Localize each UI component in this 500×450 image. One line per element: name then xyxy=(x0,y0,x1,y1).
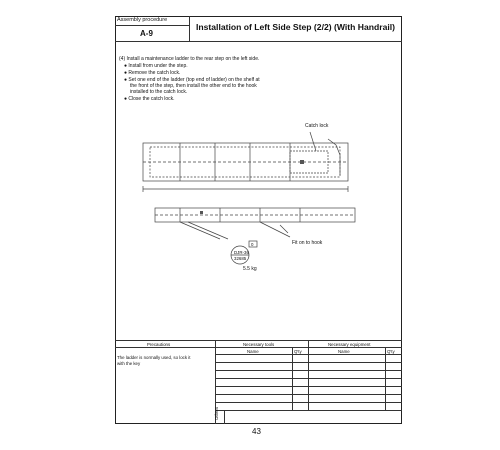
part-number-top: DJR-36 xyxy=(234,250,249,255)
table-row-rule xyxy=(215,362,402,363)
table-row-rule xyxy=(215,378,402,379)
table-others-rule xyxy=(215,410,402,411)
bullet-3: ● Set one end of the ladder (top end of ladder) on the shelf at xyxy=(124,77,260,83)
header-vertical-divider xyxy=(189,16,190,41)
table-header-rule xyxy=(115,347,402,348)
hook-leader xyxy=(280,225,288,233)
callout-catch-lock: Catch lock xyxy=(305,123,329,129)
others-label: Others xyxy=(214,406,219,420)
procedure-label: Assembly procedure xyxy=(117,17,168,23)
precaution-text-line-2: with the key xyxy=(117,361,141,366)
equipment-qty-col: Q'ty xyxy=(387,349,395,354)
precautions-header: Precautions xyxy=(147,342,171,347)
table-row-rule xyxy=(215,402,402,403)
bullet-2: ● Remove the catch lock. xyxy=(124,70,181,76)
bullet-4-text: Close the catch lock. xyxy=(128,96,175,102)
equipment-name-col: Name xyxy=(338,349,350,354)
equipment-header: Necessary equipment xyxy=(328,342,371,347)
bullet-3-text: Set one end of the ladder (top end of ladder) on the shelf at xyxy=(128,77,260,83)
catch-lock-leader xyxy=(310,132,316,151)
table-row-rule xyxy=(215,394,402,395)
callout-fit-hook: Fit on to hook xyxy=(292,240,323,246)
bullet-2-text: Remove the catch lock. xyxy=(128,70,181,76)
weight-label: 5.5 kg xyxy=(243,266,257,272)
table-row-rule xyxy=(215,370,402,371)
tools-name-col: Name xyxy=(247,349,259,354)
table-row-rule xyxy=(215,386,402,387)
precaution-text-line-1: The ladder is normally used, so lock it xyxy=(117,355,191,360)
page-number: 43 xyxy=(252,427,261,436)
bullet-1: ● Install from under the step. xyxy=(124,63,188,69)
others-label-divider xyxy=(224,410,225,424)
tools-qty-col: Q'ty xyxy=(294,349,302,354)
part-tag-text: 0 xyxy=(251,242,254,247)
page-title: Installation of Left Side Step (2/2) (With Handrail) xyxy=(196,22,396,32)
part-number-bottom: 32685 xyxy=(234,256,247,261)
ladder-line xyxy=(180,222,220,239)
bullet-3-continued-2: installed to the catch lock. xyxy=(130,89,188,95)
tools-header: Necessary tools xyxy=(243,342,275,347)
step-instruction: (4) Install a maintenance ladder to the rear step on the left side. xyxy=(119,56,260,62)
header-bottom-rule xyxy=(115,41,402,42)
procedure-code: A-9 xyxy=(140,29,153,38)
table-top-rule xyxy=(115,340,402,341)
table-col-divider-2 xyxy=(308,340,309,410)
bullet-3-continued: the front of the step, then install the other end to the hook xyxy=(130,83,257,89)
bullet-4: ● Close the catch lock. xyxy=(124,96,175,102)
header-divider xyxy=(115,25,189,26)
bullet-1-text: Install from under the step. xyxy=(128,63,188,69)
